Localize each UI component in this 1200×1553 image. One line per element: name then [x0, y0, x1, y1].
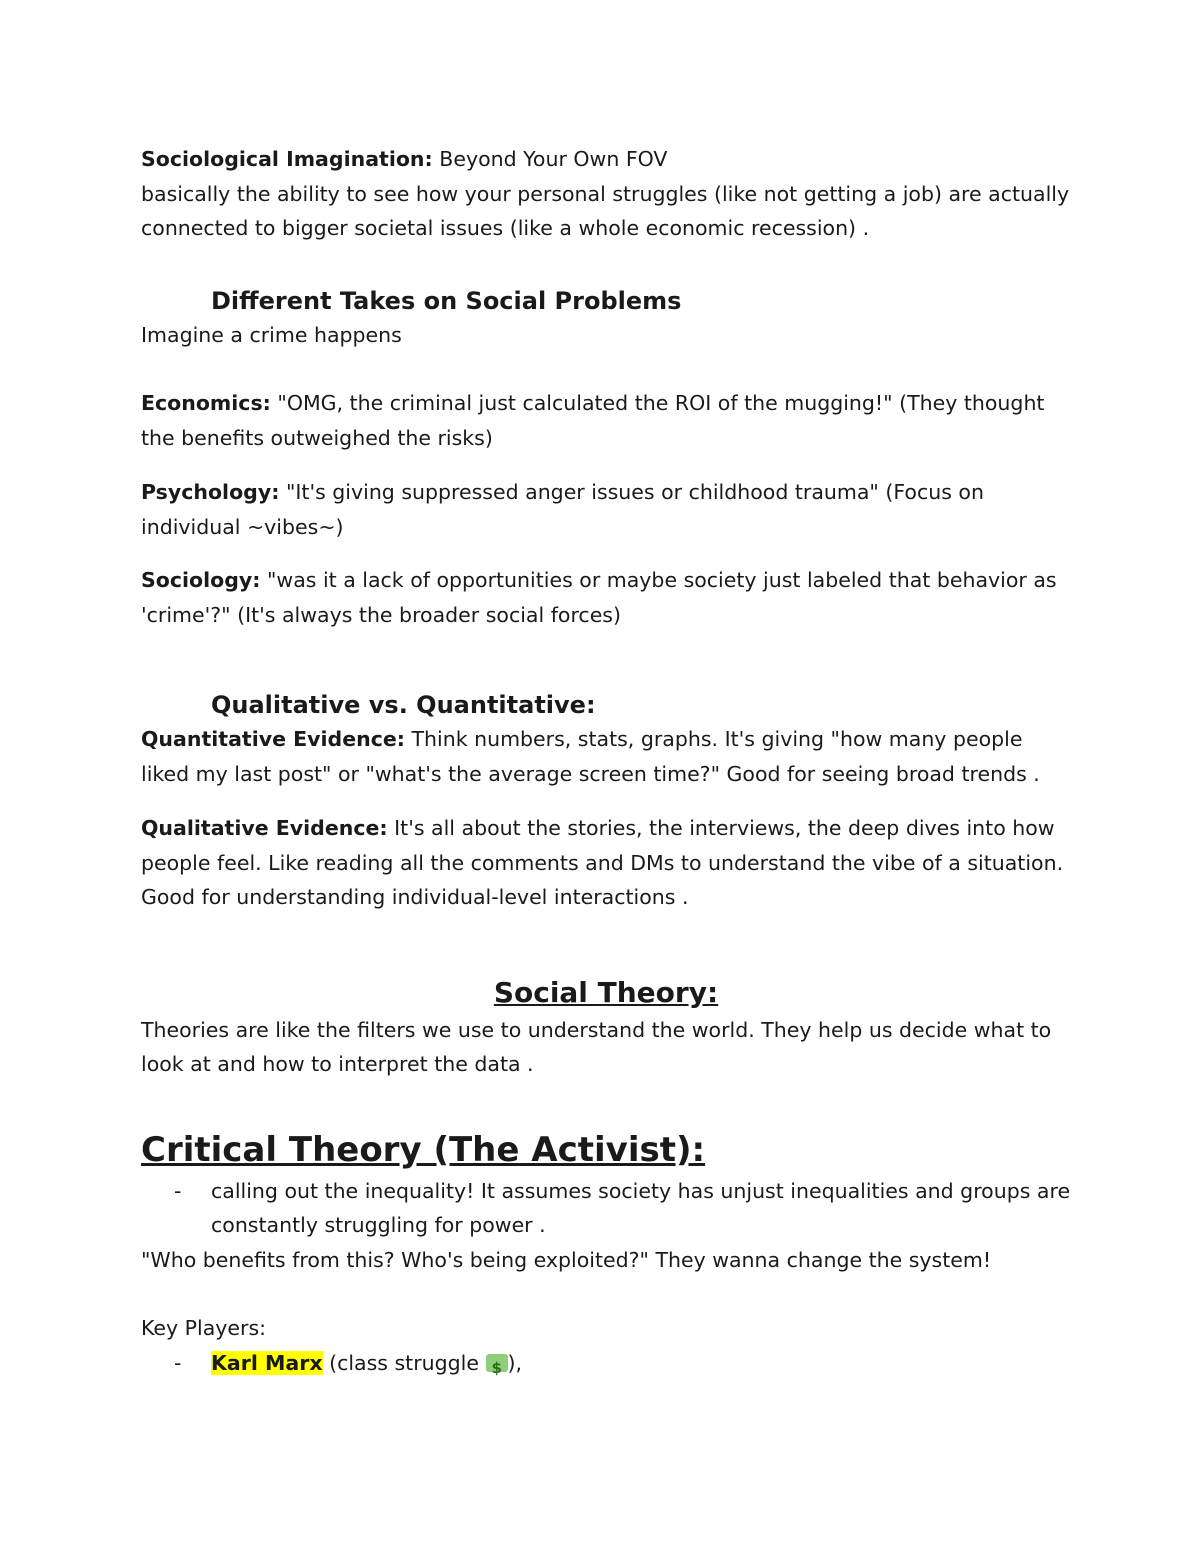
term-label: Sociological Imagination:	[141, 147, 433, 171]
marx-post: ),	[507, 1350, 523, 1375]
quantitative-text: Think numbers, stats, graphs. It's giving "how many people liked my last post" or "what's the average screen time?" Good for seeing broad trends .	[141, 727, 1040, 786]
psychology-label: Psychology:	[141, 480, 280, 504]
sociological-imagination-body: basically the ability to see how your personal struggles (like not getting a job) are actually connected to bigger societal issues (like a whole economic recession) .	[141, 181, 1070, 240]
marx-pre: (class struggle	[329, 1350, 479, 1375]
critical-theory-bullet: calling out the inequality! It assumes society has unjust inequalities and groups are constantly struggling for power .	[211, 1178, 1071, 1237]
marx-item	[211, 1346, 1071, 1381]
different-takes-heading: Different Takes on Social Problems	[211, 286, 682, 315]
list-item	[141, 1346, 1071, 1381]
quantitative-label: Quantitative Evidence:	[141, 727, 405, 751]
term-title: Beyond Your Own FOV	[439, 147, 668, 171]
bullet-dash: -	[174, 1350, 182, 1375]
bullet-dash: -	[174, 1178, 182, 1203]
list-item	[141, 1174, 1071, 1243]
economics-paragraph	[141, 386, 1071, 455]
psychology-paragraph	[141, 475, 1071, 544]
critical-theory-quote: "Who benefits from this? Who's being exploited?" They wanna change the system!	[141, 1247, 992, 1272]
qual-quant-heading: Qualitative vs. Quantitative:	[211, 691, 596, 719]
key-players-label: Key Players:	[141, 1316, 267, 1340]
document-page	[141, 142, 1071, 1380]
crime-intro: Imagine a crime happens	[141, 322, 402, 347]
economics-text: "OMG, the criminal just calculated the ROI of the mugging!" (They thought the benefits outweighed the risks)	[141, 391, 1045, 450]
qualitative-paragraph	[141, 811, 1071, 915]
economics-label: Economics:	[141, 391, 271, 415]
qualitative-text: It's all about the stories, the interviews, the deep dives into how people feel. Like reading all the comments and DMs to understand the vibe of a situation. Good for understanding individual-level interactions .	[141, 816, 1064, 909]
psychology-text: "It's giving suppressed anger issues or childhood trauma" (Focus on individual ~vibes~)	[141, 480, 984, 539]
sociology-label: Sociology:	[141, 568, 261, 592]
sociology-text: "was it a lack of opportunities or maybe society just labeled that behavior as 'crime'?" (It's always the broader social forces)	[141, 568, 1057, 627]
critical-theory-heading: Critical Theory (The Activist):	[141, 1129, 706, 1170]
marx-name: Karl Marx	[211, 1350, 323, 1375]
qualitative-label: Qualitative Evidence:	[141, 816, 388, 840]
sociology-paragraph	[141, 563, 1071, 632]
social-theory-body: Theories are like the filters we use to understand the world. They help us decide what to look at and how to interpret the data .	[141, 1017, 1052, 1076]
money-icon	[486, 1354, 508, 1372]
sociological-imagination-title	[141, 142, 1071, 177]
social-theory-heading: Social Theory:	[493, 975, 719, 1009]
quantitative-paragraph	[141, 722, 1071, 791]
